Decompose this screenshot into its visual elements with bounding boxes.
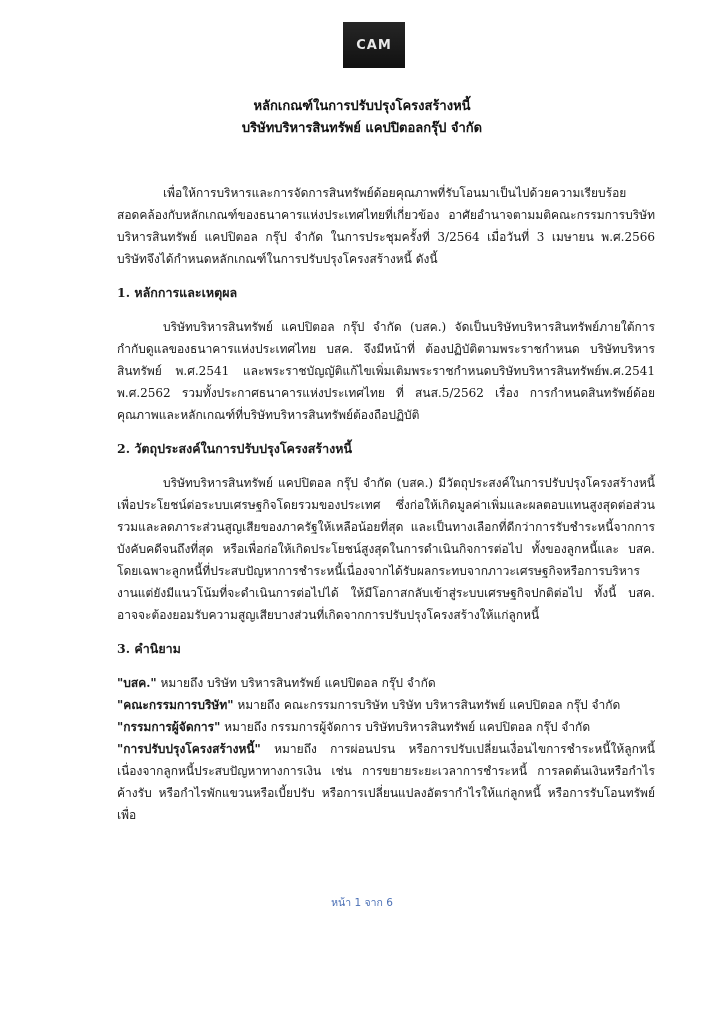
definition-term: "บสค." <box>117 676 157 690</box>
document-body <box>117 182 655 826</box>
section-2-body: บริษัทบริหารสินทรัพย์ แคปปิตอล กรุ๊ป จำกัด (บสค.) มีวัตถุประสงค์ในการปรับปรุงโครงสร้างหนี้เพื่อประโยชน์ต่อระบบเศรษฐกิจโดยรวมของประเทศ ซึ่งก่อให้เกิดมูลค่าเพิ่มและผลตอบแทนสูงสุดต่อส่วนรวมและลดภาระส่วนสูญเสียของภาครัฐให้เหลือน้อยที่สุด และเป็นทางเลือกที่ดีกว่าการรับชำระหนี้จากการบังคับคดีจนถึงที่สุด หรือเพื่อก่อให้เกิดประโยชน์สูงสุดในการดำเนินกิจการต่อไป ทั้งของลูกหนี้และ บสค. โดยเฉพาะลูกหนี้ที่ประสบปัญหาการชำระหนี้เนื่องจากได้รับผลกระทบจากภาวะเศรษฐกิจหรือการบริหารงานแต่ยังมีแนวโน้มที่จะดำเนินการต่อไปได้ ให้มีโอกาสกลับเข้าสู่ระบบเศรษฐกิจปกติต่อไป ทั้งนี้ บสค. อาจจะต้องยอมรับความสูญเสียบางส่วนที่เกิดจากการปรับปรุงโครงสร้างให้แก่ลูกหนี้ <box>117 476 655 622</box>
section-1-body: บริษัทบริหารสินทรัพย์ แคปปิตอล กรุ๊ป จำกัด (บสค.) จัดเป็นบริษัทบริหารสินทรัพย์ภายใต้การกำกับดูแลของธนาคารแห่งประเทศไทย บสค. จึงมีหน้าที่ ต้องปฏิบัติตามพระราชกำหนด บริษัทบริหารสินทรัพย์ พ.ศ.2541 และพระราชบัญญัติแก้ไขเพิ่มเติมพระราชกำหนดบริษัทบริหารสินทรัพย์พ.ศ.2541 พ.ศ.2562 รวมทั้งประกาศธนาคารแห่งประเทศไทย ที่ สนส.5/2562 เรื่อง การกำหนดสินทรัพย์ด้อยคุณภาพและหลักเกณฑ์ที่บริษัทบริหารสินทรัพย์ต้องถือปฏิบัติ <box>117 320 655 422</box>
definition-text: หมายถึง บริษัท บริหารสินทรัพย์ แคปปิตอล กรุ๊ป จำกัด <box>156 676 436 690</box>
title-line-2: บริษัทบริหารสินทรัพย์ แคปปิตอลกรุ๊ป จำกัด <box>241 121 483 136</box>
definition-item <box>117 694 655 716</box>
definition-text: หมายถึง การผ่อนปรน หรือการปรับเปลี่ยนเงื่อนไขการชำระหนี้ให้ลูกหนี้เนื่องจากลูกหนี้ประสบปัญหาทางการเงิน เช่น การขยายระยะเวลาการชำระหนี้ การลดต้นเงินหรือกำไรค้างรับ หรือกำไรพักแขวนหรือเบี้ยปรับ หรือการเปลี่ยนแปลงอัตรากำไรให้แก่ลูกหนี้ หรือการรับโอนทรัพย์เพื่อ <box>117 742 655 822</box>
section-1-heading: 1. หลักการและเหตุผล <box>117 285 238 300</box>
document-title <box>0 96 724 140</box>
definition-item <box>117 738 655 826</box>
page-number: หน้า 1 จาก 6 <box>331 897 393 909</box>
definition-term: "คณะกรรมการบริษัท" <box>117 698 234 712</box>
definition-text: หมายถึง กรรมการผู้จัดการ บริษัทบริหารสินทรัพย์ แคปปิตอล กรุ๊ป จำกัด <box>220 720 591 734</box>
intro-paragraph: เพื่อให้การบริหารและการจัดการสินทรัพย์ด้อยคุณภาพที่รับโอนมาเป็นไปด้วยความเรียบร้อยสอดคล้องกับหลักเกณฑ์ของธนาคารแห่งประเทศไทยที่เกี่ยวข้อง อาศัยอำนาจตามมติคณะกรรมการบริษัท บริหารสินทรัพย์ แคปปิตอล กรุ๊ป จำกัด ในการประชุมครั้งที่ 3/2564 เมื่อวันที่ 3 เมษายน พ.ศ.2566 บริษัทจึงได้กำหนดหลักเกณฑ์ในการปรับปรุงโครงสร้างหนี้ ดังนี้ <box>117 186 655 266</box>
logo-text: CAM <box>356 37 392 53</box>
definitions-list <box>117 672 655 826</box>
definition-item <box>117 716 655 738</box>
section-2-heading: 2. วัตถุประสงค์ในการปรับปรุงโครงสร้างหนี้ <box>117 441 352 456</box>
section-3-heading: 3. คำนิยาม <box>117 641 181 656</box>
definition-term: "กรรมการผู้จัดการ" <box>117 720 221 734</box>
company-logo <box>343 22 405 68</box>
definition-item <box>117 672 655 694</box>
definition-text: หมายถึง คณะกรรมการบริษัท บริษัท บริหารสินทรัพย์ แคปปิตอล กรุ๊ป จำกัด <box>233 698 621 712</box>
definition-term: "การปรับปรุงโครงสร้างหนี้" <box>117 742 261 756</box>
title-line-1: หลักเกณฑ์ในการปรับปรุงโครงสร้างหนี้ <box>253 99 471 114</box>
